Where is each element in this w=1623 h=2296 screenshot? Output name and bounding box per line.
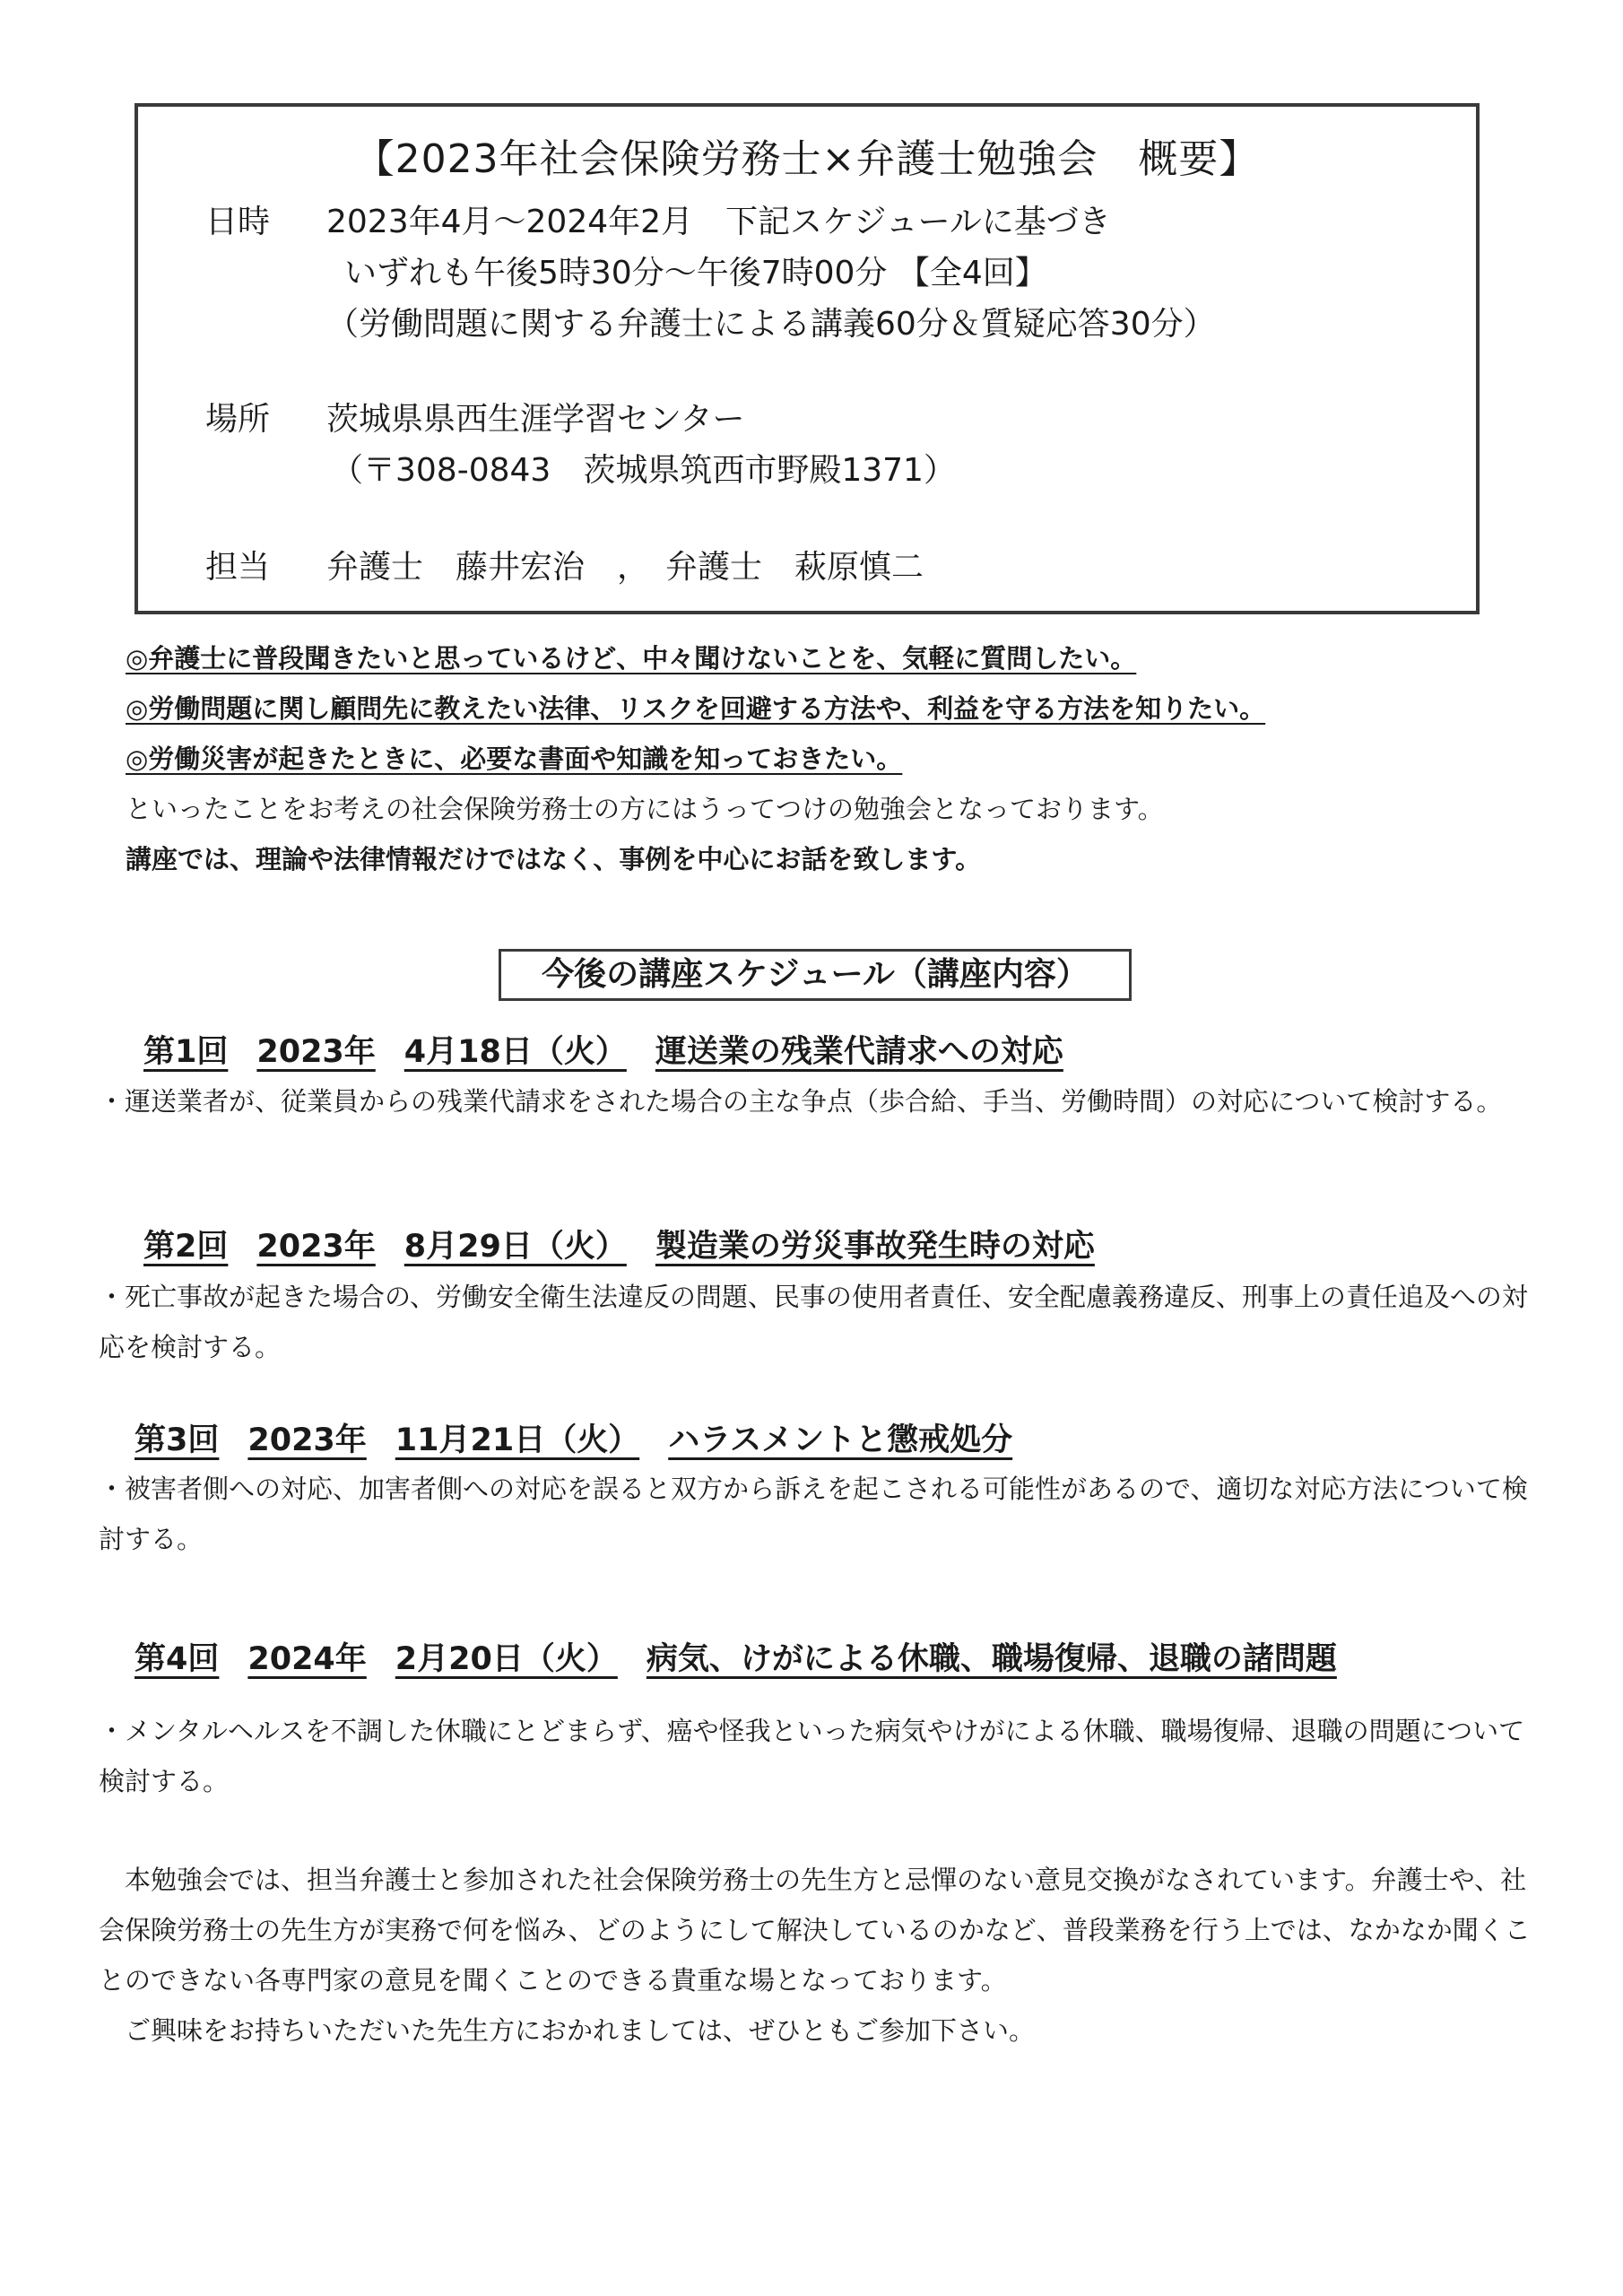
intro-line: といったことをお考えの社会保険労務士の方にはうってつけの勉強会となっております。 bbox=[126, 794, 1164, 824]
session-2-title bbox=[143, 1222, 1124, 1266]
session-4-title bbox=[135, 1634, 1366, 1679]
point-3: ◎労働災害が起きたときに、必要な書面や知識を知っておきたい。 bbox=[126, 744, 903, 774]
session-4-date: 2月20日（火） bbox=[395, 1641, 618, 1677]
datetime-line-1: 2023年4月～2024年2月 下記スケジュールに基づき bbox=[326, 204, 1111, 240]
session-2-no: 第2回 bbox=[143, 1229, 229, 1265]
session-4-year: 2024年 bbox=[247, 1641, 367, 1677]
datetime-line-3: （労働問題に関する弁護士による講義60分＆質疑応答30分） bbox=[326, 306, 1216, 343]
session-4-no: 第4回 bbox=[135, 1641, 220, 1677]
session-1-no: 第1回 bbox=[143, 1034, 229, 1070]
session-1-topic: 運送業の残業代請求への対応 bbox=[655, 1034, 1063, 1070]
place-line-2: （〒308-0843 茨城県筑西市野殿1371） bbox=[331, 452, 956, 489]
datetime-line-2: いずれも午後5時30分～午後7時00分 【全4回】 bbox=[344, 255, 1047, 291]
staff-names: 弁護士 藤井宏治 ， 弁護士 萩原慎二 bbox=[326, 549, 924, 586]
place-label: 場所 bbox=[205, 401, 271, 438]
schedule-heading: 今後の講座スケジュール（講座内容） bbox=[499, 949, 1132, 1001]
point-1: ◎弁護士に普段聞きたいと思っているけど、中々聞けないことを、気軽に質問したい。 bbox=[126, 643, 1137, 674]
session-1-title bbox=[143, 1027, 1092, 1072]
staff-label: 担当 bbox=[205, 549, 271, 586]
session-3-title bbox=[135, 1415, 1041, 1460]
session-4-desc: ・メンタルヘルスを不調した休職にとどまらず、癌や怪我といった病気やけがによる休職、職場復帰、退職の問題について検討する。 bbox=[99, 1716, 1525, 1796]
datetime-label: 日時 bbox=[205, 204, 271, 240]
point-2: ◎労働問題に関し顧問先に教えたい法律、リスクを回避する方法や、利益を守る方法を知りたい。 bbox=[126, 693, 1266, 724]
session-2-topic: 製造業の労災事故発生時の対応 bbox=[655, 1229, 1095, 1265]
session-3-date: 11月21日（火） bbox=[395, 1422, 640, 1458]
overview-box bbox=[135, 103, 1480, 614]
session-2-year: 2023年 bbox=[256, 1229, 376, 1265]
closing-paragraph-2: ご興味をお持ちいただいた先生方におかれましては、ぜひともご参加下さい。 bbox=[99, 2015, 1036, 2046]
session-3-desc: ・被害者側への対応、加害者側への対応を誤ると双方から訴えを起こされる可能性があるので、適切な対応方法について検討する。 bbox=[99, 1474, 1528, 1554]
session-2-date: 8月29日（火） bbox=[404, 1229, 627, 1265]
session-2-desc: ・死亡事故が起きた場合の、労働安全衛生法違反の問題、民事の使用者責任、安全配慮義務違反、刑事上の責任追及への対応を検討する。 bbox=[99, 1282, 1528, 1362]
session-4-topic: 病気、けがによる休職、職場復帰、退職の諸問題 bbox=[646, 1641, 1337, 1677]
overview-title: 【2023年社会保険労務士×弁護士勉強会 概要】 bbox=[354, 136, 1260, 182]
session-3-no: 第3回 bbox=[135, 1422, 220, 1458]
closing-paragraph-1: 本勉強会では、担当弁護士と参加された社会保険労務士の先生方と忌憚のない意見交換がなされています。弁護士や、社会保険労務士の先生方が実務で何を悩み、どのようにして解決しているのかなど、普段業務を行う上では、なかなか聞くことのできない各専門家の意見を聞くことのできる貴重な場となっております。 bbox=[99, 1865, 1531, 1996]
session-1-desc: ・運送業者が、従業員からの残業代請求をされた場合の主な争点（歩合給、手当、労働時間）の対応について検討する。 bbox=[99, 1086, 1503, 1117]
session-3-topic: ハラスメントと懲戒処分 bbox=[668, 1422, 1013, 1458]
session-1-date: 4月18日（火） bbox=[404, 1034, 627, 1070]
closing-text bbox=[99, 1855, 1542, 2056]
session-1-year: 2023年 bbox=[256, 1034, 376, 1070]
intro-line-2: 講座では、理論や法律情報だけではなく、事例を中心にお話を致します。 bbox=[126, 844, 982, 874]
session-3-year: 2023年 bbox=[247, 1422, 367, 1458]
place-line-1: 茨城県県西生涯学習センター bbox=[326, 401, 745, 438]
